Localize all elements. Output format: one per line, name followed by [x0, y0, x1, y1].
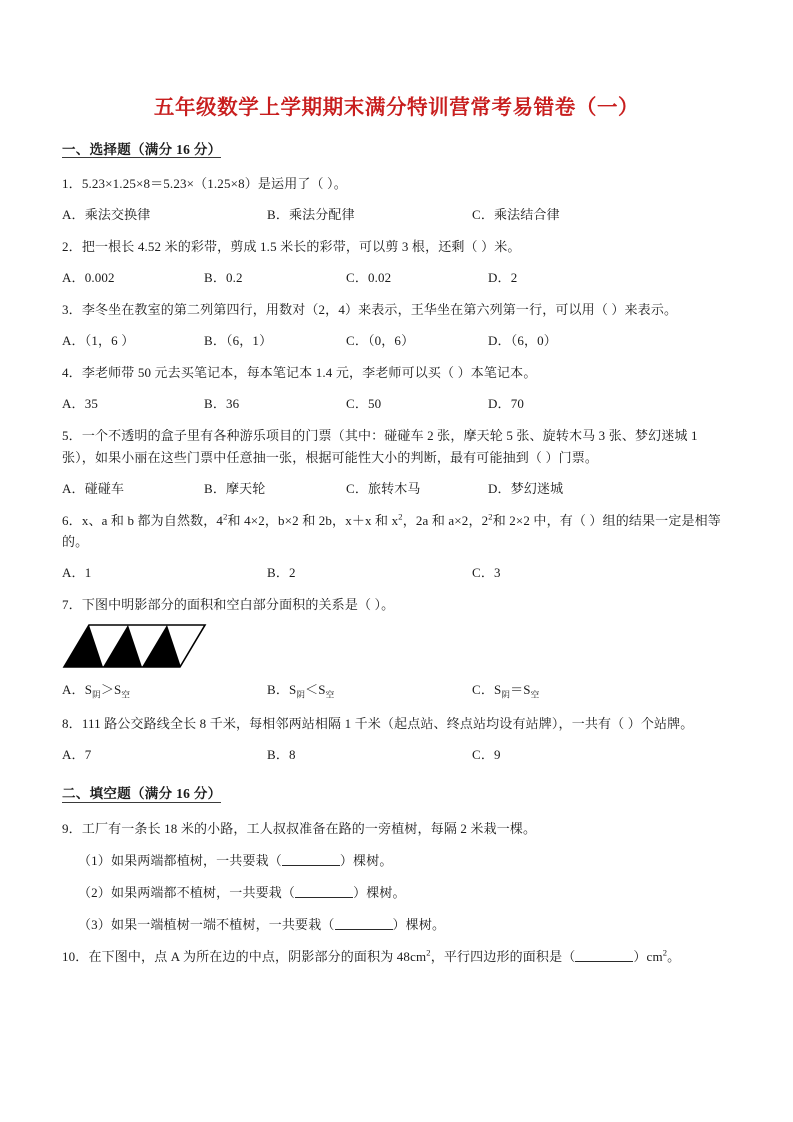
section-heading-fill-blank: 二、填空题（满分 16 分） [62, 786, 222, 802]
option-c[interactable]: C．（0，6） [346, 333, 415, 349]
question-5-options [62, 478, 731, 499]
question-4-options [62, 393, 731, 414]
question-1-options [62, 204, 731, 225]
sub-suffix: ）棵树。 [339, 852, 393, 868]
question-6-options [62, 562, 731, 583]
question-7 [62, 594, 731, 615]
option-d[interactable]: D．70 [488, 396, 524, 412]
answer-blank[interactable] [575, 949, 633, 962]
question-3-number: 3． [62, 302, 82, 318]
question-5-text: 一个不透明的盒子里有各种游乐项目的门票（其中：碰碰车 2 张，摩天轮 5 张、旋转木马 3 张、梦幻迷城 1 张），如果小丽在这些门票中任意抽一张，根据可能性大小的判断，最有可能抽到（ ）门票。 [62, 428, 698, 465]
option-d[interactable]: D．梦幻迷城 [488, 480, 564, 496]
option-a[interactable]: A．（1，6 ） [62, 333, 135, 349]
question-10 [62, 946, 731, 967]
option-d[interactable]: D．（6，0） [488, 333, 557, 349]
question-7-options [62, 679, 731, 702]
sub-prefix: （3）如果一端植树一端不植树，一共要栽（ [78, 917, 335, 933]
question-9-number: 9． [62, 820, 82, 836]
option-b[interactable]: B．0.2 [204, 270, 243, 286]
option-b[interactable]: B．乘法分配律 [267, 207, 355, 223]
option-c[interactable]: C．3 [472, 564, 501, 580]
question-5-number: 5． [62, 428, 82, 444]
question-8-number: 8． [62, 716, 82, 732]
question-1-number: 1． [62, 176, 82, 192]
sub-suffix: ）棵树。 [353, 884, 406, 900]
option-a[interactable]: A．7 [62, 747, 92, 763]
option-c[interactable]: C．$S_阴=S_空$ [472, 681, 540, 700]
question-6-text: x、a 和 b 都为自然数，$4^2$和 4×2，b×2 和 2b，x＋x 和 $x^2$，2a 和 a×2，$2^2$和 2×2 中，有（ ）组的结果一定是相等的。 [62, 511, 721, 549]
question-4-text: 李老师带 50 元去买笔记本，每本笔记本 1.4 元，李老师可以买（ ）本笔记本。 [81, 365, 537, 381]
question-9 [62, 818, 731, 839]
question-4-number: 4． [62, 365, 82, 381]
question-3-text: 李冬坐在教室的第二列第四行，用数对（2，4）来表示，王华坐在第六列第一行，可以用（ ）来表示。 [81, 302, 678, 318]
sub-prefix: （1）如果两端都植树，一共要栽（ [78, 852, 282, 868]
option-b[interactable]: B．36 [204, 396, 240, 412]
question-1 [62, 173, 731, 194]
question-9-sub-3 [62, 914, 731, 935]
section-heading-choice: 一、选择题（满分 16 分） [62, 141, 222, 157]
question-1-text: 5.23×1.25×8＝5.23×（1.25×8）是运用了（ ）。 [81, 176, 347, 192]
answer-blank[interactable] [295, 885, 353, 898]
option-a[interactable]: A．乘法交换律 [62, 207, 151, 223]
option-d[interactable]: D．2 [488, 270, 518, 286]
question-8-text: 111 路公交路线全长 8 千米，每相邻两站相隔 1 千米（起点站、终点站均设有站牌），一共有（ ）个站牌。 [81, 716, 694, 732]
option-b[interactable]: B．$S_阴<S_空$ [267, 681, 335, 700]
question-5 [62, 425, 731, 467]
section-1-header-wrap [62, 121, 731, 163]
question-9-text: 工厂有一条长 18 米的小路，工人叔叔准备在路的一旁植树，每隔 2 米栽一棵。 [81, 820, 537, 836]
parallelogram-shaded-triangles-icon [62, 623, 207, 669]
option-c[interactable]: C．0.02 [346, 270, 392, 286]
answer-blank[interactable] [282, 853, 340, 866]
question-4 [62, 362, 731, 383]
question-7-text: 下图中明影部分的面积和空白部分面积的关系是（ ）。 [81, 596, 395, 612]
option-a[interactable]: A．碰碰车 [62, 480, 125, 496]
question-9-sub-2 [62, 882, 731, 903]
option-c[interactable]: C．9 [472, 747, 501, 763]
option-a[interactable]: A．35 [62, 396, 98, 412]
question-6-number: 6． [62, 512, 82, 528]
question-9-sub-1 [62, 850, 731, 871]
page-title: 五年级数学上学期期末满分特训营常考易错卷（一） [153, 97, 640, 119]
question-8-options [62, 744, 731, 765]
option-a[interactable]: A．$S_阴>S_空$ [62, 681, 131, 700]
question-8 [62, 713, 731, 734]
option-a[interactable]: A．0.002 [62, 270, 115, 286]
option-b[interactable]: B．（6，1） [204, 333, 273, 349]
question-3 [62, 299, 731, 320]
option-a[interactable]: A．1 [62, 564, 92, 580]
option-b[interactable]: B．8 [267, 747, 296, 763]
answer-blank[interactable] [335, 917, 393, 930]
question-6 [62, 510, 731, 552]
option-b[interactable]: B．2 [267, 564, 296, 580]
option-c[interactable]: C．50 [346, 396, 382, 412]
sub-suffix: ）棵树。 [392, 917, 446, 933]
option-b[interactable]: B．摩天轮 [204, 480, 266, 496]
sub-prefix: （2）如果两端都不植树，一共要栽（ [78, 884, 296, 900]
question-2-text: 把一根长 4.52 米的彩带，剪成 1.5 米长的彩带，可以剪 3 根，还剩（ ）米。 [81, 239, 521, 255]
question-10-number: 10． [62, 949, 89, 965]
option-c[interactable]: C．旅转木马 [346, 480, 421, 496]
option-c[interactable]: C．乘法结合律 [472, 207, 560, 223]
question-7-number: 7． [62, 596, 82, 612]
question-10-text: 在下图中，点 A 为所在边的中点，阴影部分的面积为 $48cm^2$，平行四边形的面积是（ ）$cm^2$。 [88, 947, 681, 965]
question-2-options [62, 267, 731, 288]
question-7-figure [62, 623, 731, 669]
question-2-number: 2． [62, 239, 82, 255]
section-2-header-wrap [62, 765, 731, 807]
question-3-options [62, 330, 731, 351]
question-2 [62, 236, 731, 257]
